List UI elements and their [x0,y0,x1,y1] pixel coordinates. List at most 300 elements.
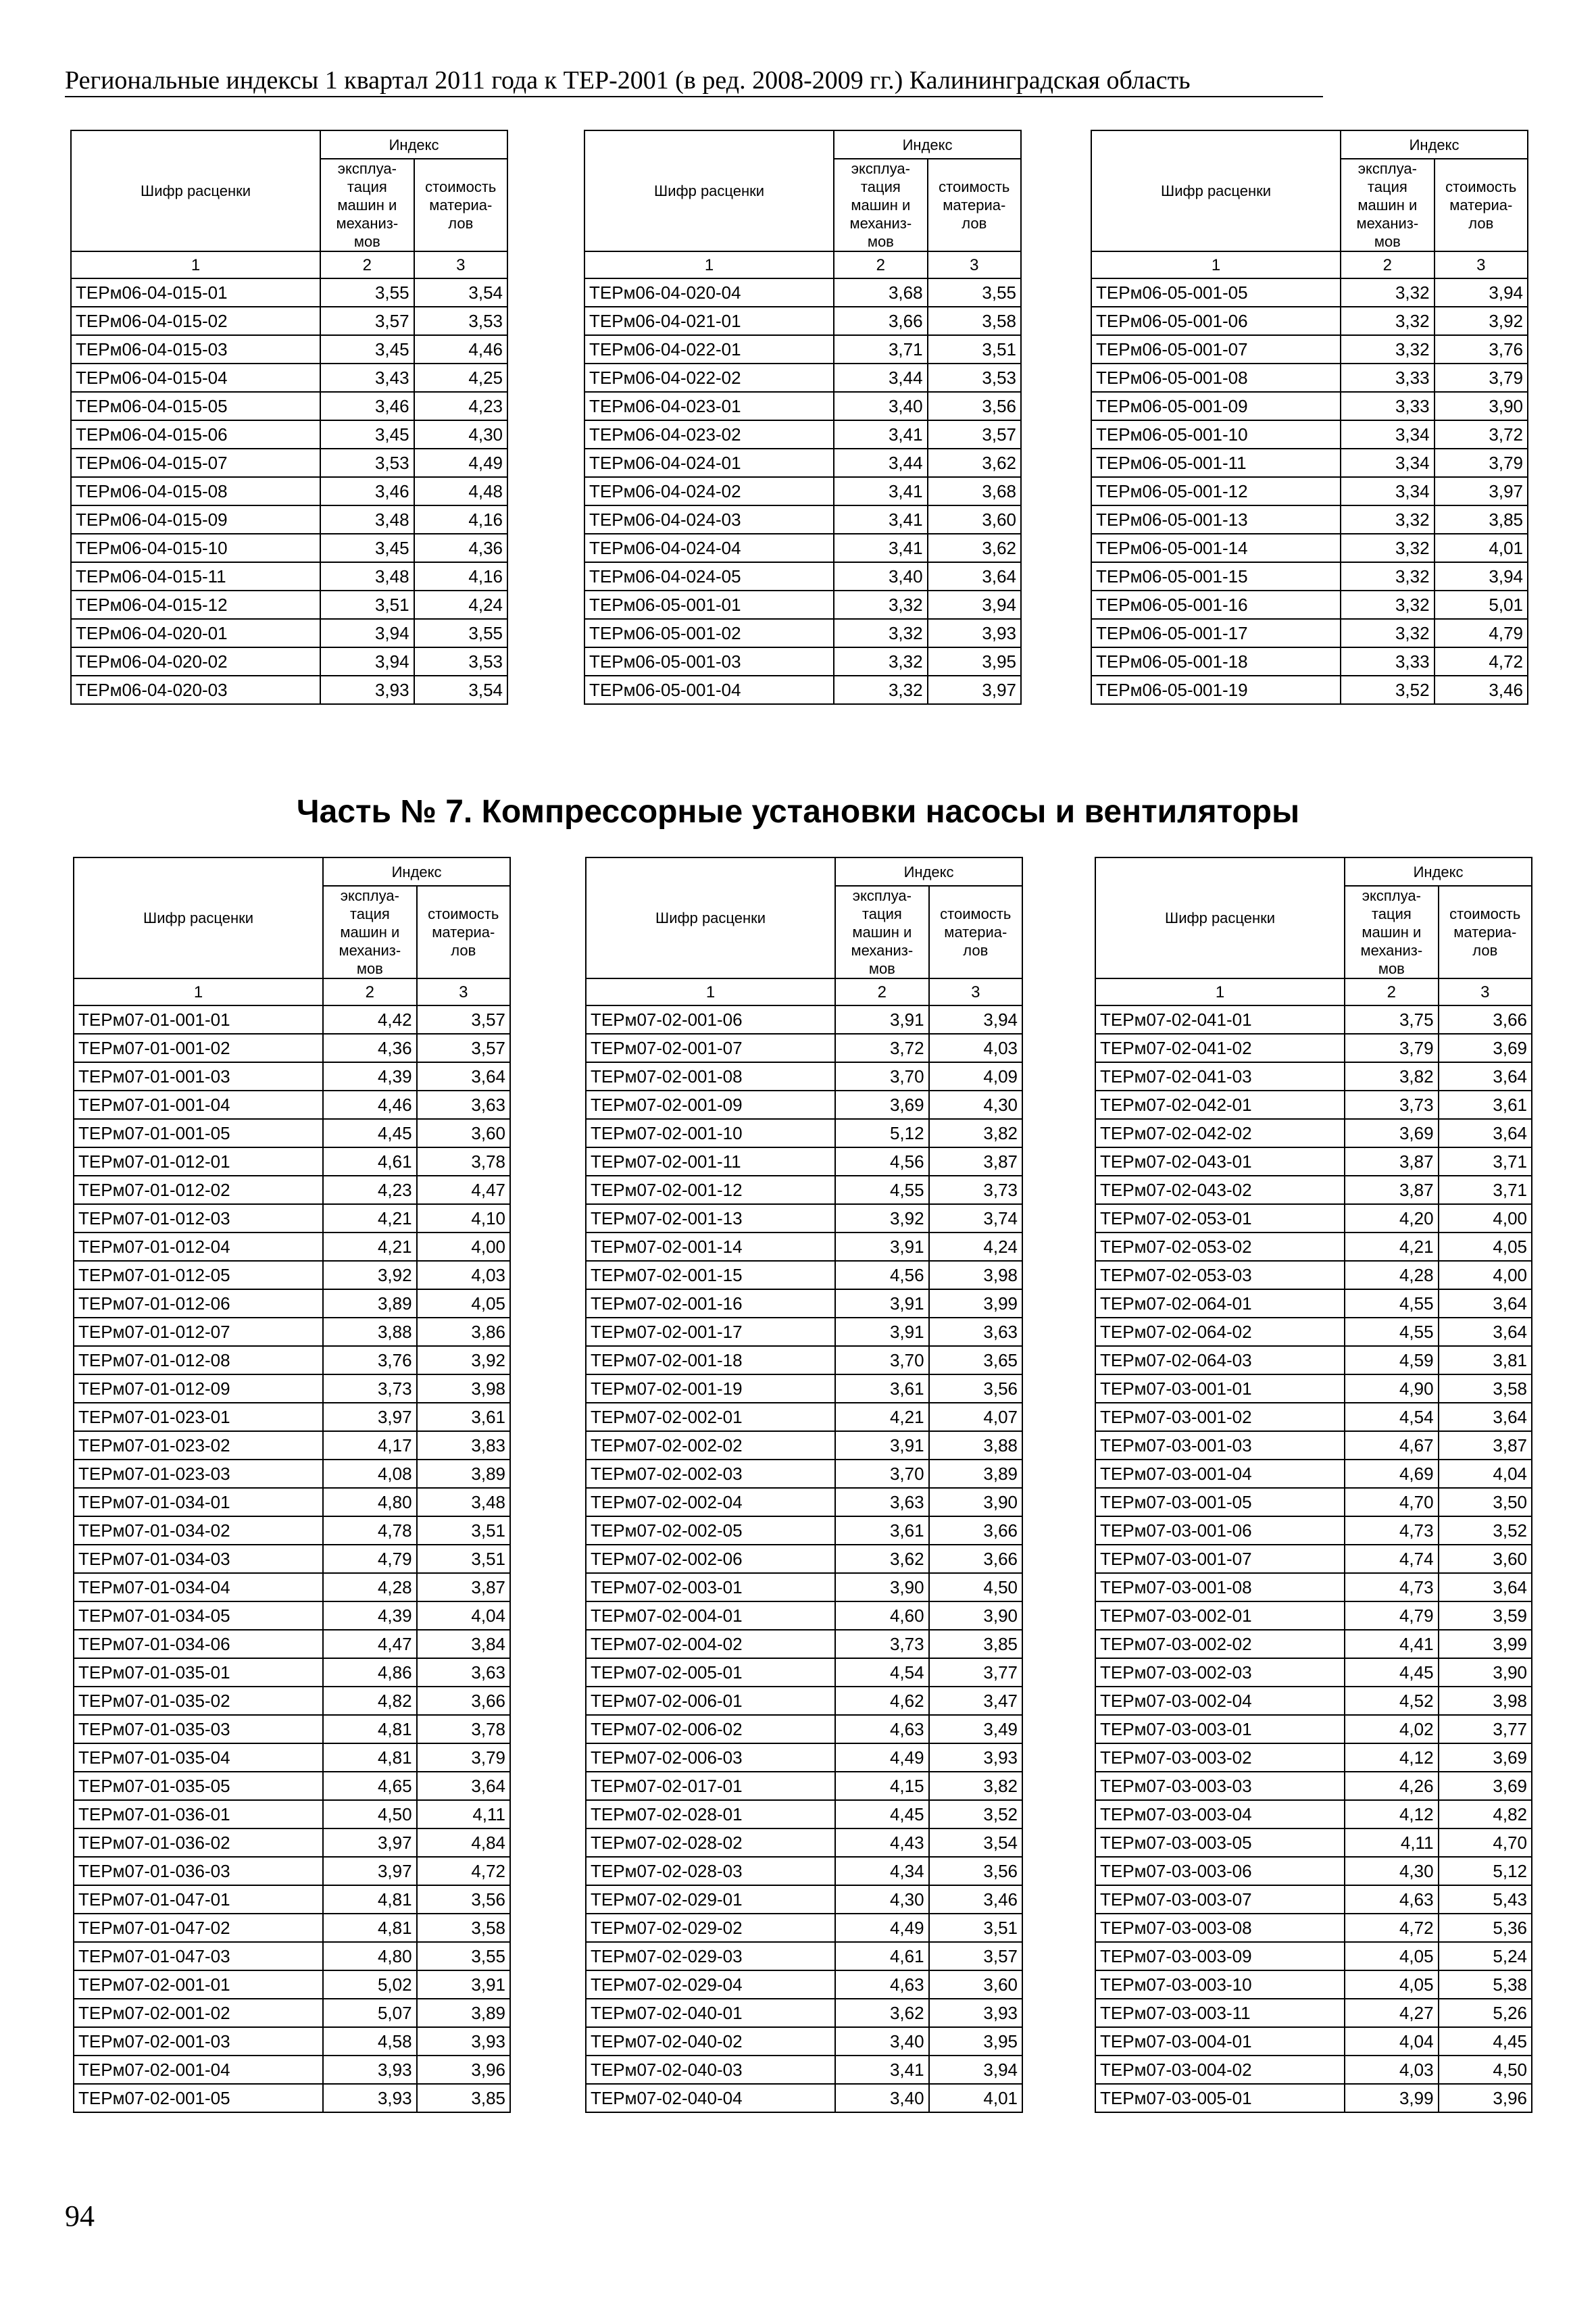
header-index: Индекс [320,130,507,159]
rate-code-cell: ТЕРм07-01-034-05 [74,1601,323,1630]
table-row [74,1431,510,1460]
materials-index-cell: 3,66 [929,1516,1022,1545]
rate-code-cell: ТЕРм07-02-001-14 [586,1233,835,1261]
materials-index-cell: 3,57 [928,420,1021,449]
materials-index-cell: 3,51 [417,1545,510,1573]
table-row [1095,1630,1532,1658]
table-row [1095,2084,1532,2112]
rate-code-cell: ТЕРм07-03-003-02 [1095,1743,1345,1772]
rate-code-cell: ТЕРм06-05-001-06 [1091,307,1341,335]
section-title: Часть № 7. Компрессорные установки насосы и вентиляторы [296,794,1300,830]
table-row [74,1545,510,1573]
machines-index-cell: 3,32 [1341,562,1434,591]
materials-index-cell: 4,00 [417,1233,510,1261]
rate-code-cell: ТЕРм07-02-004-01 [586,1601,835,1630]
materials-index-cell: 3,87 [417,1573,510,1601]
machines-index-cell: 3,33 [1341,647,1434,676]
table-row [586,1005,1022,1034]
rate-code-cell: ТЕРм07-01-047-03 [74,1942,323,1970]
table-row [1095,1999,1532,2027]
column-number-2: 2 [835,978,928,1005]
materials-index-cell: 3,95 [929,2027,1022,2056]
table-row [74,1318,510,1346]
table-row [1095,1091,1532,1119]
table-row [584,420,1021,449]
machines-index-cell: 3,32 [834,591,927,619]
machines-index-cell: 4,28 [323,1573,416,1601]
table-row [71,591,507,619]
materials-index-cell: 3,89 [929,1460,1022,1488]
materials-index-cell: 3,56 [417,1885,510,1914]
rate-code-cell: ТЕРм07-01-012-02 [74,1176,323,1204]
page-header: Региональные индексы 1 квартал 2011 года к ТЕР-2001 (в ред. 2008-2009 гг.) Калининградская область [65,65,1323,97]
table-row [1095,1374,1532,1403]
materials-index-cell: 3,62 [928,534,1021,562]
materials-index-cell: 3,61 [1439,1091,1532,1119]
machines-index-cell: 4,79 [1345,1601,1438,1630]
table-row [1095,1743,1532,1772]
index-table-part7-c [1095,857,1532,2113]
table-row [1091,392,1528,420]
rate-code-cell: ТЕРм07-02-042-02 [1095,1119,1345,1147]
materials-index-cell: 3,68 [928,477,1021,505]
table-row [74,1261,510,1289]
table-row [1091,335,1528,364]
materials-index-cell: 3,78 [417,1147,510,1176]
machines-index-cell: 5,07 [323,1999,416,2027]
materials-index-cell: 3,69 [1439,1772,1532,1800]
table-row [584,392,1021,420]
header-machines-operation: эксплуа- тация машин и механиз- мов [835,886,928,978]
rate-code-cell: ТЕРм06-05-001-15 [1091,562,1341,591]
column-number-3: 3 [1439,978,1532,1005]
machines-index-cell: 3,48 [320,505,414,534]
rate-code-cell: ТЕРм07-01-023-01 [74,1403,323,1431]
materials-index-cell: 5,12 [1439,1857,1532,1885]
table-row [586,1119,1022,1147]
rate-code-cell: ТЕРм07-03-003-11 [1095,1999,1345,2027]
machines-index-cell: 4,54 [835,1658,928,1687]
materials-index-cell: 3,74 [929,1204,1022,1233]
materials-index-cell: 4,24 [929,1233,1022,1261]
machines-index-cell: 4,80 [323,1942,416,1970]
rate-code-cell: ТЕРм07-02-001-08 [586,1062,835,1091]
column-number-2: 2 [320,251,414,278]
machines-index-cell: 3,87 [1345,1147,1438,1176]
materials-index-cell: 3,77 [1439,1715,1532,1743]
table-row [586,1743,1022,1772]
rate-code-cell: ТЕРм07-03-001-06 [1095,1516,1345,1545]
table-row [74,1176,510,1204]
machines-index-cell: 5,12 [835,1119,928,1147]
table-row [584,619,1021,647]
table-row [74,2084,510,2112]
rate-code-cell: ТЕРм07-02-043-02 [1095,1176,1345,1204]
rate-code-cell: ТЕРм07-01-035-02 [74,1687,323,1715]
table-row [1095,2056,1532,2084]
table-row [74,1601,510,1630]
machines-index-cell: 4,26 [1345,1772,1438,1800]
machines-index-cell: 3,40 [834,392,927,420]
materials-index-cell: 3,91 [417,1970,510,1999]
header-machines-operation: эксплуа- тация машин и механиз- мов [323,886,416,978]
rate-code-cell: ТЕРм07-02-001-18 [586,1346,835,1374]
machines-index-cell: 4,42 [323,1005,416,1034]
rate-code-cell: ТЕРм07-03-003-06 [1095,1857,1345,1885]
machines-index-cell: 3,33 [1341,392,1434,420]
header-code-column: Шифр расценки [1095,857,1345,978]
materials-index-cell: 5,26 [1439,1999,1532,2027]
machines-index-cell: 3,97 [323,1403,416,1431]
machines-index-cell: 3,66 [834,307,927,335]
table-row [586,1488,1022,1516]
table-row [584,562,1021,591]
column-number-3: 3 [928,251,1021,278]
rate-code-cell: ТЕРм06-04-024-03 [584,505,834,534]
materials-index-cell: 3,55 [417,1942,510,1970]
table-row [1095,1687,1532,1715]
table-row [586,1687,1022,1715]
machines-index-cell: 4,70 [1345,1488,1438,1516]
machines-index-cell: 3,72 [835,1034,928,1062]
table-row [1095,1403,1532,1431]
table-row [586,1545,1022,1573]
table-row [1095,1176,1532,1204]
materials-index-cell: 3,46 [1435,676,1528,704]
column-number-2: 2 [1341,251,1434,278]
materials-index-cell: 3,79 [1435,449,1528,477]
table-row [74,1573,510,1601]
rate-code-cell: ТЕРм06-04-015-10 [71,534,320,562]
table-row [586,1062,1022,1091]
machines-index-cell: 4,54 [1345,1403,1438,1431]
materials-index-cell: 3,59 [1439,1601,1532,1630]
table-row [586,1772,1022,1800]
table-row [1091,647,1528,676]
table-row [586,1431,1022,1460]
materials-index-cell: 4,72 [1435,647,1528,676]
materials-index-cell: 3,87 [1439,1431,1532,1460]
rate-code-cell: ТЕРм06-04-024-05 [584,562,834,591]
materials-index-cell: 4,01 [929,2084,1022,2112]
rate-code-cell: ТЕРм07-01-012-07 [74,1318,323,1346]
table-row [584,335,1021,364]
machines-index-cell: 3,61 [835,1374,928,1403]
table-row [1095,1715,1532,1743]
machines-index-cell: 4,15 [835,1772,928,1800]
rate-code-cell: ТЕРм07-02-001-10 [586,1119,835,1147]
machines-index-cell: 3,40 [835,2084,928,2112]
table-row [1095,1885,1532,1914]
rate-code-cell: ТЕРм06-04-015-06 [71,420,320,449]
column-number-1: 1 [71,251,320,278]
machines-index-cell: 4,11 [1345,1828,1438,1857]
machines-index-cell: 3,32 [1341,335,1434,364]
machines-index-cell: 4,63 [1345,1885,1438,1914]
rate-code-cell: ТЕРм07-03-001-05 [1095,1488,1345,1516]
materials-index-cell: 3,79 [417,1743,510,1772]
materials-index-cell: 3,96 [1439,2084,1532,2112]
rate-code-cell: ТЕРм07-03-002-03 [1095,1658,1345,1687]
rate-code-cell: ТЕРм06-04-015-12 [71,591,320,619]
rate-code-cell: ТЕРм07-03-003-09 [1095,1942,1345,1970]
header-materials-cost: стоимость материа- лов [928,159,1021,251]
rate-code-cell: ТЕРм07-01-001-03 [74,1062,323,1091]
materials-index-cell: 5,24 [1439,1942,1532,1970]
materials-index-cell: 3,71 [1439,1176,1532,1204]
machines-index-cell: 4,52 [1345,1687,1438,1715]
rate-code-cell: ТЕРм06-05-001-01 [584,591,834,619]
materials-index-cell: 3,92 [1435,307,1528,335]
table-row [1091,562,1528,591]
rate-code-cell: ТЕРм07-02-028-02 [586,1828,835,1857]
machines-index-cell: 3,63 [835,1488,928,1516]
rate-code-cell: ТЕРм07-01-001-04 [74,1091,323,1119]
machines-index-cell: 3,41 [834,505,927,534]
materials-index-cell: 4,79 [1435,619,1528,647]
machines-index-cell: 4,49 [835,1743,928,1772]
materials-index-cell: 4,72 [417,1857,510,1885]
table-row [586,1403,1022,1431]
rate-code-cell: ТЕРм07-01-012-09 [74,1374,323,1403]
table-row [74,1062,510,1091]
materials-index-cell: 4,01 [1435,534,1528,562]
materials-index-cell: 4,09 [929,1062,1022,1091]
rate-code-cell: ТЕРм06-05-001-11 [1091,449,1341,477]
table-row [74,1800,510,1828]
machines-index-cell: 3,73 [835,1630,928,1658]
materials-index-cell: 3,89 [417,1460,510,1488]
header-index: Индекс [1341,130,1528,159]
materials-index-cell: 4,05 [1439,1233,1532,1261]
index-table-part6-a [70,130,508,705]
rate-code-cell: ТЕРм06-05-001-10 [1091,420,1341,449]
rate-code-cell: ТЕРм07-02-002-02 [586,1431,835,1460]
materials-index-cell: 4,84 [417,1828,510,1857]
rate-code-cell: ТЕРм07-01-036-02 [74,1828,323,1857]
table-row [71,364,507,392]
table-row [74,1516,510,1545]
materials-index-cell: 3,66 [929,1545,1022,1573]
table-row [1095,1318,1532,1346]
rate-code-cell: ТЕРм06-05-001-19 [1091,676,1341,704]
rate-code-cell: ТЕРм07-02-041-01 [1095,1005,1345,1034]
table-row [1095,1601,1532,1630]
rate-code-cell: ТЕРм07-01-035-03 [74,1715,323,1743]
materials-index-cell: 3,54 [414,278,507,307]
table-row [586,1601,1022,1630]
machines-index-cell: 3,91 [835,1318,928,1346]
machines-index-cell: 3,52 [1341,676,1434,704]
rate-code-cell: ТЕРм07-01-012-01 [74,1147,323,1176]
rate-code-cell: ТЕРм06-04-015-11 [71,562,320,591]
machines-index-cell: 4,74 [1345,1545,1438,1573]
rate-code-cell: ТЕРм07-02-028-03 [586,1857,835,1885]
table-row [74,1715,510,1743]
column-number-1: 1 [1095,978,1345,1005]
materials-index-cell: 3,60 [929,1970,1022,1999]
rate-code-cell: ТЕРм07-01-035-05 [74,1772,323,1800]
rate-code-cell: ТЕРм06-05-001-02 [584,619,834,647]
rate-code-cell: ТЕРм07-03-001-02 [1095,1403,1345,1431]
machines-index-cell: 3,97 [323,1828,416,1857]
header-code-column: Шифр расценки [74,857,323,978]
machines-index-cell: 3,40 [834,562,927,591]
materials-index-cell: 3,60 [928,505,1021,534]
machines-index-cell: 4,43 [835,1828,928,1857]
table-row [74,1374,510,1403]
table-row [74,1460,510,1488]
table-row [586,1233,1022,1261]
machines-index-cell: 3,91 [835,1005,928,1034]
materials-index-cell: 3,72 [1435,420,1528,449]
materials-index-cell: 3,50 [1439,1488,1532,1516]
machines-index-cell: 4,21 [323,1233,416,1261]
rate-code-cell: ТЕРм07-02-043-01 [1095,1147,1345,1176]
rate-code-cell: ТЕРм07-02-042-01 [1095,1091,1345,1119]
rate-code-cell: ТЕРм06-04-015-03 [71,335,320,364]
rate-code-cell: ТЕРм07-02-003-01 [586,1573,835,1601]
rate-code-cell: ТЕРм07-03-003-10 [1095,1970,1345,1999]
rate-code-cell: ТЕРм07-03-002-01 [1095,1601,1345,1630]
rate-code-cell: ТЕРм07-02-040-03 [586,2056,835,2084]
rate-code-cell: ТЕРм07-03-001-04 [1095,1460,1345,1488]
machines-index-cell: 4,61 [835,1942,928,1970]
table-row [586,2084,1022,2112]
rate-code-cell: ТЕРм07-01-034-06 [74,1630,323,1658]
materials-index-cell: 3,85 [929,1630,1022,1658]
table-row [1091,420,1528,449]
materials-index-cell: 4,16 [414,505,507,534]
machines-index-cell: 3,46 [320,392,414,420]
materials-index-cell: 3,77 [929,1658,1022,1687]
column-number-3: 3 [929,978,1022,1005]
materials-index-cell: 3,66 [417,1687,510,1715]
rate-code-cell: ТЕРм06-05-001-09 [1091,392,1341,420]
table-row [1095,1828,1532,1857]
machines-index-cell: 3,34 [1341,420,1434,449]
machines-index-cell: 4,27 [1345,1999,1438,2027]
materials-index-cell: 3,93 [929,1999,1022,2027]
table-row [74,1005,510,1034]
header-materials-cost: стоимость материа- лов [929,886,1022,978]
rate-code-cell: ТЕРм07-02-029-01 [586,1885,835,1914]
table-row [584,534,1021,562]
materials-index-cell: 3,87 [929,1147,1022,1176]
materials-index-cell: 3,90 [1439,1658,1532,1687]
machines-index-cell: 4,45 [323,1119,416,1147]
table-row [74,1914,510,1942]
machines-index-cell: 3,32 [1341,591,1434,619]
machines-index-cell: 4,47 [323,1630,416,1658]
rate-code-cell: ТЕРм06-04-015-04 [71,364,320,392]
table-row [586,1857,1022,1885]
machines-index-cell: 4,72 [1345,1914,1438,1942]
materials-index-cell: 4,30 [414,420,507,449]
materials-index-cell: 3,51 [928,335,1021,364]
materials-index-cell: 3,82 [929,1772,1022,1800]
materials-index-cell: 4,30 [929,1091,1022,1119]
table-row [74,1630,510,1658]
rate-code-cell: ТЕРм07-02-028-01 [586,1800,835,1828]
machines-index-cell: 3,88 [323,1318,416,1346]
rate-code-cell: ТЕРм07-01-036-01 [74,1800,323,1828]
rate-code-cell: ТЕРм07-01-036-03 [74,1857,323,1885]
column-number-1: 1 [74,978,323,1005]
materials-index-cell: 3,56 [929,1857,1022,1885]
table-row [584,307,1021,335]
rate-code-cell: ТЕРм07-01-034-03 [74,1545,323,1573]
materials-index-cell: 4,04 [1439,1460,1532,1488]
materials-index-cell: 4,00 [1439,1261,1532,1289]
machines-index-cell: 3,46 [320,477,414,505]
machines-index-cell: 4,21 [323,1204,416,1233]
machines-index-cell: 4,79 [323,1545,416,1573]
materials-index-cell: 3,93 [417,2027,510,2056]
rate-code-cell: ТЕРм06-05-001-14 [1091,534,1341,562]
machines-index-cell: 3,79 [1345,1034,1438,1062]
table-row [584,676,1021,704]
machines-index-cell: 3,97 [323,1857,416,1885]
machines-index-cell: 4,73 [1345,1516,1438,1545]
rate-code-cell: ТЕРм07-01-012-05 [74,1261,323,1289]
table-row [586,1942,1022,1970]
materials-index-cell: 3,92 [417,1346,510,1374]
rate-code-cell: ТЕРм06-04-015-01 [71,278,320,307]
column-number-3: 3 [1435,251,1528,278]
table-row [586,1147,1022,1176]
materials-index-cell: 4,49 [414,449,507,477]
column-number-1: 1 [1091,251,1341,278]
table-row [584,477,1021,505]
machines-index-cell: 4,73 [1345,1573,1438,1601]
machines-index-cell: 3,62 [835,1545,928,1573]
table-row [74,1658,510,1687]
machines-index-cell: 5,02 [323,1970,416,1999]
rate-code-cell: ТЕРм06-04-015-09 [71,505,320,534]
rate-code-cell: ТЕРм07-03-005-01 [1095,2084,1345,2112]
table-row [586,1573,1022,1601]
materials-index-cell: 3,82 [929,1119,1022,1147]
materials-index-cell: 4,46 [414,335,507,364]
page-number: 94 [65,2199,95,2233]
table-row [586,1800,1022,1828]
machines-index-cell: 4,61 [323,1147,416,1176]
column-number-1: 1 [586,978,835,1005]
table-row [586,1999,1022,2027]
machines-index-cell: 3,92 [835,1204,928,1233]
index-table-part7-a [73,857,511,2113]
machines-index-cell: 4,45 [835,1800,928,1828]
materials-index-cell: 3,99 [929,1289,1022,1318]
materials-index-cell: 3,85 [417,2084,510,2112]
materials-index-cell: 3,60 [1439,1545,1532,1573]
header-materials-cost: стоимость материа- лов [417,886,510,978]
column-number-3: 3 [417,978,510,1005]
machines-index-cell: 3,61 [835,1516,928,1545]
machines-index-cell: 3,32 [1341,505,1434,534]
materials-index-cell: 3,78 [417,1715,510,1743]
table-row [71,647,507,676]
machines-index-cell: 4,55 [1345,1289,1438,1318]
materials-index-cell: 3,54 [414,676,507,704]
materials-index-cell: 4,10 [417,1204,510,1233]
table-row [1095,1289,1532,1318]
machines-index-cell: 4,08 [323,1460,416,1488]
materials-index-cell: 3,64 [417,1772,510,1800]
table-row [71,449,507,477]
index-table-part6-b [584,130,1022,705]
